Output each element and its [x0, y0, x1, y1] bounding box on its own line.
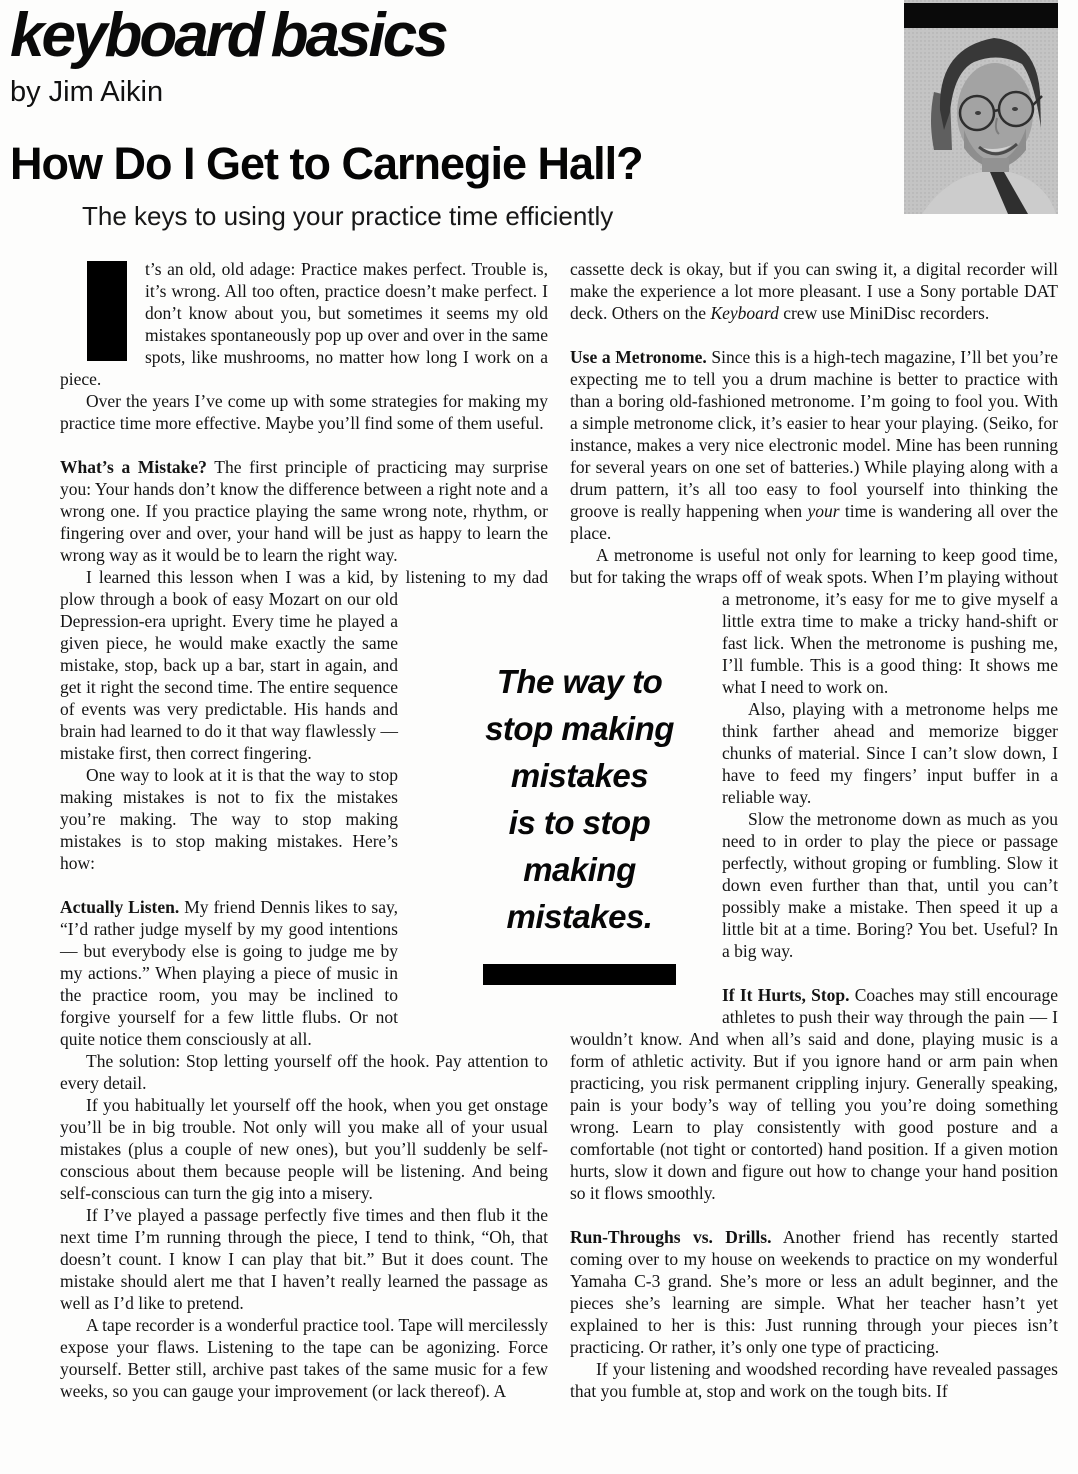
subtitle: The keys to using your practice time efficiently — [82, 201, 614, 232]
italic-text: Keyboard — [710, 303, 779, 323]
column-left — [60, 258, 548, 1402]
paragraph — [60, 390, 548, 434]
kicker-word-1: keyboard — [10, 1, 262, 70]
column-kicker — [10, 1, 890, 70]
paragraph-text: Since this is a high-tech magazine, I’ll bet you’re expecting me to tell you a drum machine is better to practice with than a boring old-fashioned metronome. I’m going to fool you. With a simple metronome click, it’s easier to hear your playing. (Seiko, for instance, makes a very nice electronic model. Mine has been running for several years on one set of batteries.) While playing along with a drum pattern, it’s all too easy to fool yourself into thinking the groove is really happening when — [570, 347, 1058, 521]
article-body — [60, 258, 1058, 1402]
paragraph-text: crew use MiniDisc recorders. — [778, 303, 990, 323]
pull-quote-line: making — [523, 851, 636, 888]
portrait-image — [904, 0, 1058, 214]
section-lead: Use a Metronome. — [570, 347, 707, 367]
paragraph-text: without a metronome, it’s easy for me to give myself a little extra time to make a tricky hand-shift or fast lick. When the metronome is pushing me, I’ll fumble. This is a good thing: It shows me what I need to work on. — [722, 567, 1058, 697]
paragraph-text: If you habitually let yourself off the hook, when you get onstage you’ll be in big trouble. Not only will you make all of your usual mistakes (plus a couple of new ones), but you’ll suddenly be self-conscious about them because people will be listening. And being self-conscious can turn the gig into a misery. — [60, 1095, 548, 1203]
paragraph — [570, 258, 1058, 324]
paragraph-text: The first principle of practicing may surprise you: Your hands don’t know the difference between a right note and a wrong one. If you practice playing the same wrong note, rhythm, or fingering over and over, your hand will be just as happy to learn the wrong way as it would be to learn the right way. — [60, 457, 548, 565]
pull-quote-line: is to stop — [508, 804, 651, 841]
page-title: How Do I Get to Carnegie Hall? — [10, 138, 643, 190]
paragraph-section — [570, 346, 1058, 544]
paragraph-text: Over the years I’ve come up with some strategies for making my practice time more effective. Maybe you’ll find some of them useful. — [60, 391, 548, 433]
pull-quote-line: mistakes. — [506, 898, 653, 935]
paragraph — [60, 566, 548, 764]
paragraph-text: One way to look at it is that the way to stop making mistakes is not to fix the mistakes you’re making. The way to stop making mistakes is to stop making mistakes. Here’s how: — [60, 765, 398, 873]
paragraph-text: A tape recorder is a wonderful practice tool. Tape will mercilessly expose your flaws. Listening to the tape can be agonizing. Force yourself. Better still, archive past takes of the same music for a few weeks, so you can gauge your improvement (or lack thereof). A — [60, 1315, 548, 1401]
paragraph — [60, 1204, 548, 1314]
paragraph-text: I learned this lesson when I was a kid, by listening to my dad — [86, 567, 548, 587]
paragraph-text: My friend Dennis likes to say, “I’d rather judge myself by my good intentions — but everybody else is going to judge me by my actions.” When playing a piece of music in the practice room, you may be inclined to forgive yourself for a few little flubs. Or not quite notice them consciously at all. — [60, 897, 398, 1049]
paragraph-text: A metronome is useful not only for learning to keep good time, but for taking the wraps off of weak spots. When I’m playing — [570, 545, 1058, 587]
section-lead: What’s a Mistake? — [60, 457, 207, 477]
paragraph — [570, 544, 1058, 698]
column-right — [570, 258, 1058, 1402]
paragraph-section — [60, 456, 548, 566]
paragraph — [60, 1050, 548, 1094]
paragraph-text: Coaches may still encourage athletes to push their way through the pain — I wouldn’t know. And when all’s said and done, playing music is a form of athletic activity. But if you ignore hand or arm pain when practicing, you risk permanent crippling injury. Generally speaking, pain is your body’s way of telling you you’re doing something wrong. Learn to play consistently with good posture and a comfortable (not tight or contorted) hand position. If a given motion hurts, slow it down and figure out how to change your hand position so it flows smoothly. — [570, 985, 1058, 1203]
paragraph-text: time is wandering all over the place. — [570, 501, 1059, 543]
pull-quote-line: stop making — [485, 710, 674, 747]
text-wrap-spacer — [570, 588, 722, 1018]
section-lead: If It Hurts, Stop. — [722, 985, 850, 1005]
kicker-word-2: basics — [270, 1, 446, 70]
paragraph-text: If I’ve played a passage perfectly five times and then flub it the next time I’m running through the piece, I tend to think, “Oh, that doesn’t count. I know I can play that bit.” But it does count. The mistake should alert me that I haven’t really learned the passage as well as I’d like to pretend. — [60, 1205, 548, 1313]
italic-text: your — [807, 501, 840, 521]
paragraph — [60, 1314, 548, 1402]
paragraph-text: Slow the metronome down as much as you need to in order to play the piece or passage perfectly, without groping or fumbling. Slow it down even further than that, until you can’t possibly make a mistake. Then speed it up a little bit at a time. Boring? You bet. Useful? In a big way. — [722, 809, 1058, 961]
paragraph-text: plow through a book of easy Mozart on our old Depression-era upright. Every time he played a given piece, he would make exactly the same mistake, stop, back up a bar, start in again, and get it right the second time. The entire sequence of events was very predictable. His hands and brain had learned to do it that way flawlessly — mistake first, then correct fingering. — [60, 589, 398, 763]
drop-cap — [87, 261, 127, 361]
paragraph — [570, 1358, 1058, 1402]
byline: by Jim Aikin — [10, 76, 164, 109]
masthead — [10, 1, 890, 232]
paragraph-text: Another friend has recently started coming over to my house on weekends to practice on my wonderful Yamaha C-3 grand. She’s more or less an adult beginner, and the pieces she’s learning are simple. What her teacher hasn’t yet explained to her is this: Just running through your pieces isn’t practicing. Or rather, it’s only one type of practicing. — [570, 1227, 1058, 1357]
paragraph — [60, 1094, 548, 1204]
paragraph-text: t’s an old, old adage: Practice makes perfect. Trouble is, it’s wrong. All too often, practice doesn’t make perfect. I don’t know about you, but sometimes it seems my old mistakes spontaneously pop up over and over in the same spots, like mushrooms, no matter how long I work on a piece. — [60, 259, 548, 389]
section-lead: Run-Throughs vs. Drills. — [570, 1227, 772, 1247]
text-wrap-spacer — [398, 588, 548, 1008]
paragraph-text: If your listening and woodshed recording have revealed passages that you fumble at, stop and work on the tough bits. If — [570, 1359, 1058, 1401]
paragraph-section — [570, 1226, 1058, 1358]
paragraph-intro — [60, 258, 548, 390]
section-lead: Actually Listen. — [60, 897, 180, 917]
pull-quote-line: mistakes — [510, 757, 649, 794]
paragraph-text: The solution: Stop letting yourself off the hook. Pay attention to every detail. — [60, 1051, 548, 1093]
paragraph-text: Also, playing with a metronome helps me think farther ahead and memorize bigger chunks of material. Since I can’t slow down, I have to feed my fingers’ input buffer in a reliable way. — [722, 699, 1058, 807]
paragraph-text: cassette deck is okay, but if you can swing it, a digital recorder will make the experience a lot more pleasant. I use a Sony portable DAT deck. Others on the — [570, 259, 1058, 323]
pull-quote-line: The way to — [496, 663, 663, 700]
author-photo — [904, 0, 1058, 214]
